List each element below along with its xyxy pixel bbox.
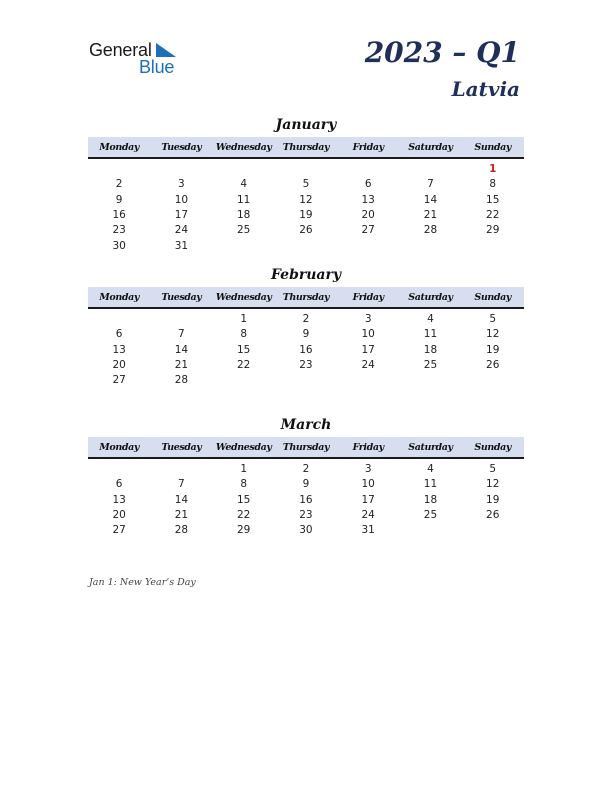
weekday-label: Sunday (474, 292, 512, 303)
day-cell: 11 (423, 478, 438, 491)
day-cell: 1 (489, 163, 497, 175)
day-cell: 14 (174, 493, 189, 506)
day-cell: 22 (236, 508, 251, 521)
day-cell: 5 (489, 313, 497, 325)
day-cell: 25 (423, 508, 438, 521)
day-cell (399, 373, 461, 388)
day-cell: 7 (427, 178, 434, 191)
weekday-label: Saturday (408, 442, 453, 453)
day-cell (337, 373, 399, 388)
day-cell (275, 373, 337, 388)
weekday-label: Thursday (282, 292, 330, 303)
day-cell: 9 (302, 328, 310, 341)
day-cell: 30 (112, 239, 126, 252)
day-cell: 4 (427, 313, 434, 325)
weekday-header-row (88, 137, 524, 159)
day-cell (462, 239, 524, 254)
day-cell: 13 (361, 193, 375, 206)
day-cell: 15 (486, 193, 500, 206)
day-cell: 9 (302, 478, 310, 491)
day-cell: 20 (112, 508, 126, 521)
month-name: January (275, 117, 337, 133)
day-cell: 18 (423, 493, 438, 506)
day-cell: 7 (178, 478, 185, 491)
week-row (88, 223, 524, 238)
day-cell: 14 (174, 343, 189, 356)
generalblue-logo (89, 40, 189, 76)
holiday-footnote: Jan 1: New Year’s Day (89, 577, 196, 588)
week-row (88, 177, 524, 192)
day-cell: 8 (489, 178, 497, 191)
day-cell: 20 (112, 358, 126, 371)
day-cell: 6 (115, 478, 123, 491)
weekday-label: Friday (352, 142, 384, 153)
day-cell (275, 239, 337, 254)
day-cell: 9 (115, 193, 123, 206)
day-cell: 11 (236, 193, 251, 206)
day-cell: 16 (299, 343, 313, 356)
weekday-label: Saturday (408, 292, 453, 303)
week-row (88, 462, 524, 477)
day-cell: 24 (174, 224, 189, 237)
day-cell: 15 (236, 343, 251, 356)
weekday-label: Sunday (474, 442, 512, 453)
day-cell (150, 462, 212, 477)
weekday-label: Tuesday (161, 142, 202, 153)
day-cell: 26 (299, 224, 313, 237)
day-cell: 3 (364, 463, 372, 475)
day-cell: 22 (486, 208, 500, 221)
day-cell: 29 (486, 224, 500, 237)
week-row (88, 343, 524, 358)
day-cell: 17 (174, 208, 189, 221)
day-cell: 2 (302, 463, 310, 475)
day-cell: 23 (112, 224, 126, 237)
week-row (88, 239, 524, 254)
day-cell: 10 (174, 193, 189, 206)
day-cell (462, 373, 524, 388)
week-row (88, 162, 524, 177)
week-row (88, 508, 524, 523)
day-cell (213, 373, 275, 388)
day-cell: 23 (299, 508, 313, 521)
weekday-label: Thursday (282, 442, 330, 453)
day-cell: 10 (361, 478, 375, 491)
day-cell: 28 (423, 224, 438, 237)
day-cell: 19 (299, 208, 313, 221)
weekday-header-row (88, 287, 524, 309)
day-cell: 25 (236, 224, 251, 237)
weekday-label: Saturday (408, 142, 453, 153)
day-cell: 12 (486, 478, 500, 491)
day-cell: 15 (236, 493, 251, 506)
day-cell: 31 (361, 524, 375, 537)
day-cell: 17 (361, 493, 375, 506)
day-cell: 1 (240, 463, 247, 475)
day-cell: 28 (174, 374, 189, 387)
week-row (88, 358, 524, 373)
day-cell: 29 (236, 524, 251, 537)
day-cell: 2 (115, 178, 123, 191)
day-cell: 8 (240, 328, 247, 341)
day-cell: 19 (486, 343, 500, 356)
day-cell (399, 523, 461, 538)
weekday-label: Friday (352, 442, 384, 453)
weekday-label: Monday (99, 442, 139, 453)
logo-text-general: General (89, 40, 152, 60)
weekday-label: Wednesday (215, 292, 272, 303)
weekday-label: Monday (99, 292, 139, 303)
day-cell: 21 (174, 358, 189, 371)
day-cell: 21 (423, 208, 438, 221)
weekday-label: Tuesday (161, 292, 202, 303)
day-cell: 13 (112, 493, 126, 506)
day-cell: 27 (361, 224, 375, 237)
day-cell: 3 (364, 313, 372, 325)
week-row (88, 373, 524, 388)
day-cell: 30 (299, 524, 313, 537)
day-cell: 28 (174, 524, 189, 537)
week-row (88, 523, 524, 538)
day-cell: 27 (112, 374, 126, 387)
day-cell: 6 (364, 178, 372, 191)
day-cell: 24 (361, 508, 375, 521)
day-cell (399, 239, 461, 254)
weekday-label: Tuesday (161, 442, 202, 453)
day-cell: 12 (299, 193, 313, 206)
day-cell: 14 (423, 193, 438, 206)
week-row (88, 312, 524, 327)
day-cell: 21 (174, 508, 189, 521)
week-row (88, 193, 524, 208)
day-cell: 26 (486, 508, 500, 521)
day-cell (213, 162, 275, 177)
weekday-label: Sunday (474, 142, 512, 153)
day-cell: 5 (489, 463, 497, 475)
month-name: March (280, 417, 332, 433)
day-cell: 10 (361, 328, 375, 341)
day-cell (88, 312, 150, 327)
page-title: 2023 – Q1 (364, 36, 520, 69)
day-cell: 8 (240, 478, 247, 491)
country-subtitle: Latvia (451, 77, 520, 101)
day-cell (88, 462, 150, 477)
logo-triangle-icon (154, 43, 176, 57)
day-cell: 26 (486, 358, 500, 371)
day-cell: 2 (302, 313, 310, 325)
weekday-label: Monday (99, 142, 139, 153)
day-cell: 24 (361, 358, 375, 371)
day-cell (337, 239, 399, 254)
day-cell (337, 162, 399, 177)
day-cell: 5 (302, 178, 310, 191)
week-row (88, 327, 524, 342)
weekday-label: Wednesday (215, 442, 272, 453)
day-cell: 16 (112, 208, 126, 221)
day-cell (150, 162, 212, 177)
day-cell: 17 (361, 343, 375, 356)
day-cell: 4 (240, 178, 247, 191)
day-cell: 11 (423, 328, 438, 341)
day-cell (213, 239, 275, 254)
day-cell (275, 162, 337, 177)
day-cell: 4 (427, 463, 434, 475)
day-cell (462, 523, 524, 538)
day-cell: 16 (299, 493, 313, 506)
day-cell: 3 (178, 178, 185, 191)
day-cell: 31 (174, 239, 189, 252)
day-cell: 1 (240, 313, 247, 325)
day-cell (150, 312, 212, 327)
day-cell: 18 (423, 343, 438, 356)
day-cell: 18 (236, 208, 251, 221)
day-cell: 13 (112, 343, 126, 356)
day-cell: 7 (178, 328, 185, 341)
day-cell: 22 (236, 358, 251, 371)
week-row (88, 477, 524, 492)
week-row (88, 208, 524, 223)
day-cell: 19 (486, 493, 500, 506)
weekday-label: Thursday (282, 142, 330, 153)
day-cell: 6 (115, 328, 123, 341)
day-cell: 20 (361, 208, 375, 221)
day-cell: 25 (423, 358, 438, 371)
day-cell: 27 (112, 524, 126, 537)
weekday-label: Friday (352, 292, 384, 303)
logo-text-blue: Blue (139, 57, 175, 77)
month-name: February (270, 267, 341, 283)
day-cell: 23 (299, 358, 313, 371)
day-cell: 12 (486, 328, 500, 341)
weekday-header-row (88, 437, 524, 459)
weekday-label: Wednesday (215, 142, 272, 153)
week-row (88, 493, 524, 508)
day-cell (88, 162, 150, 177)
day-cell (399, 162, 461, 177)
